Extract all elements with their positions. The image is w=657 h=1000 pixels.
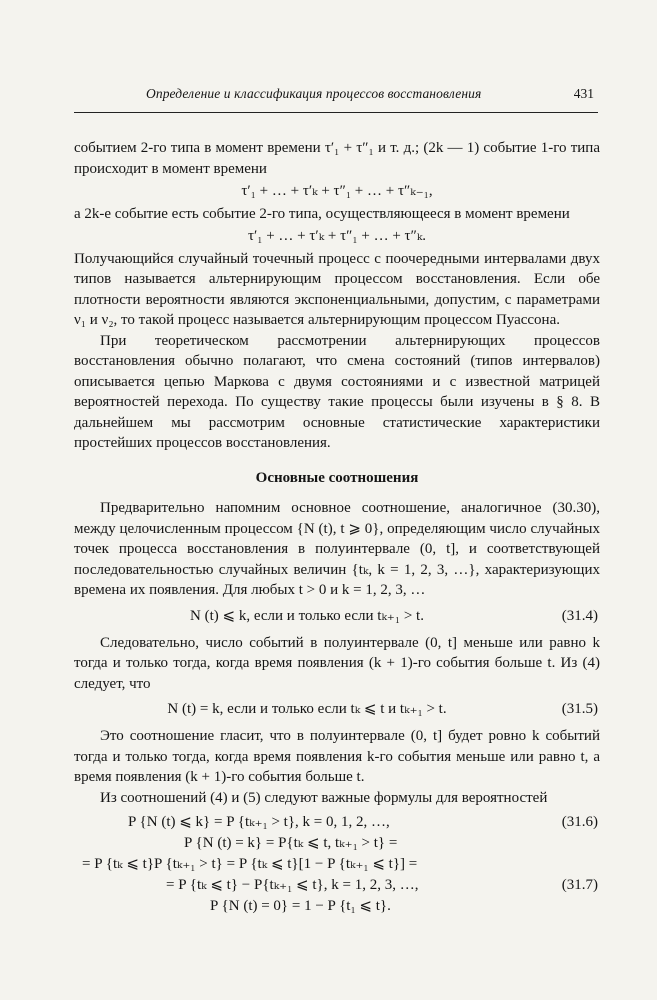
equation-31-4-number: (31.4): [561, 607, 598, 624]
equation-31-7-line-4: P {N (t) = 0} = 1 − P {t₁ ⩽ t}.: [210, 898, 391, 914]
equation-31-5-number: (31.5): [561, 701, 598, 717]
equation-31-5: [74, 699, 600, 721]
paragraph-continuation-2: а 2k-е событие есть событие 2-го типа, осуществляющееся в момент времени: [74, 205, 570, 222]
section-heading: Основные соотношения: [255, 469, 419, 486]
running-title: Определение и классификация процессов восстановления: [146, 86, 482, 101]
formula-event-time-even: τ′₁ + … + τ′ₖ + τ″₁ + … + τ″ₖ.: [247, 228, 427, 244]
equation-31-7-line-3: = P {tₖ ⩽ t} − P{tₖ₊₁ ⩽ t}, k = 1, 2, 3, …, (31.7): [74, 875, 600, 896]
paragraph-continuation: событием 2-го типа в момент времени τ′₁ + τ″₁ и т. д.; (2k — 1) событие 1-го типа происходит в момент времени: [74, 140, 600, 177]
equation-31-7-number: (31.7): [561, 877, 598, 893]
equation-31-7-line-2: = P {tₖ ⩽ t}P {tₖ₊₁ > t} = P {tₖ ⩽ t}[1 − P {tₖ₊₁ ⩽ t}] =: [82, 856, 418, 872]
page-body: [74, 138, 600, 917]
formula-event-time-odd: τ′₁ + … + τ′ₖ + τ″₁ + … + τ″ₖ₋₁,: [241, 183, 433, 199]
equation-31-5-expr: N (t) = k, если и только если tₖ ⩽ t и tₖ₊₁ > t.: [167, 701, 447, 717]
equation-31-6-number: (31.6): [561, 814, 598, 830]
paragraph-interpretation: Это соотношение гласит, что в полуинтервале (0, t] будет ровно k событий тогда и только тогда, когда время появления k-го события меньше или равно t, а время появления (k + 1)-го события больше t.: [74, 728, 600, 785]
paragraph-probabilities-intro: Из соотношений (4) и (5) следуют важные формулы для вероятностей: [100, 789, 548, 806]
equation-31-7-line-1: P {N (t) = k} = P{tₖ ⩽ t, tₖ₊₁ > t} =: [184, 835, 398, 851]
paragraph-markov-chain: При теоретическом рассмотрении альтернирующих процессов восстановления обычно полагают, что смена состояний (типов интервалов) описывается цепью Маркова с двумя состояниями и с известной матрицей вероятностей перехода. По существу такие процессы были изучены в § 8. В дальнейшем мы рассмотрим основные статистические характеристики простейших процессов восстановления.: [74, 332, 600, 451]
paragraph-basic-relation: Предварительно напомним основное соотношение, аналогичное (30.30), между целочисленным процессом {N (t), t ⩾ 0}, определяющим число случайных точек процесса восстановления в полуинтервале (0, t], и соответствующей последовательностью случайных величин {tₖ, k = 1, 2, 3, …}, характеризующих времена их появления. Для любых t > 0 и k = 1, 2, 3, …: [74, 500, 600, 598]
equation-31-6-expr: P {N (t) ⩽ k} = P {tₖ₊₁ > t}, k = 0, 1, 2, …,: [128, 814, 390, 830]
equation-31-6: [74, 812, 600, 833]
page-number: 431: [573, 86, 594, 101]
equation-31-4-expr: N (t) ⩽ k, если и только если tₖ₊₁ > t.: [190, 607, 424, 624]
paragraph-consequence: Следовательно, число событий в полуинтервале (0, t] меньше или равно k тогда и только тогда, когда время появления (k + 1)-го события больше t. Из (4) следует, что: [74, 634, 600, 692]
running-header: [74, 84, 598, 113]
paragraph-alternating-process: Получающийся случайный точечный процесс с поочередными интервалами двух типов называется альтернирующим процессом восстановления. Если обе плотности вероятности являются экспоненциальными, допустим, с параметрами ν₁ и ν₂, то такой процесс называется альтернирующим процессом Пуассона.: [74, 250, 600, 328]
equation-31-4: [74, 606, 600, 628]
